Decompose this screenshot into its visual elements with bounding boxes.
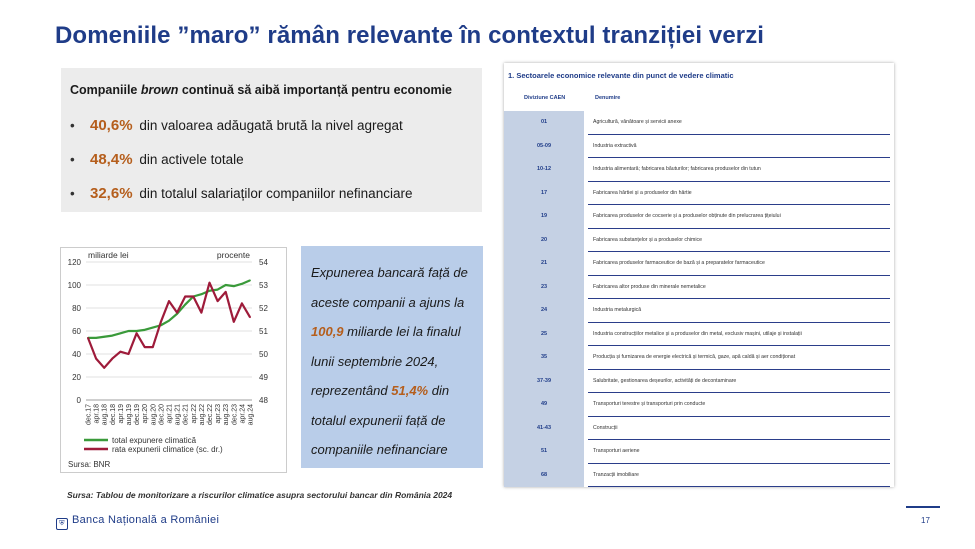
exposure-rate-point — [144, 346, 146, 348]
key-facts-box — [61, 68, 482, 212]
bullet-icon: • — [70, 186, 75, 201]
caen-code-cell: 17 — [504, 182, 584, 206]
exposure-rate-point — [184, 296, 186, 298]
exposure-rate-point — [217, 300, 219, 302]
footer-accent-line — [906, 506, 940, 508]
table-row — [504, 182, 890, 206]
x-tick-label: aug.23 — [223, 404, 231, 426]
x-tick-label: aug.21 — [174, 404, 182, 426]
exposure-rate-point — [152, 346, 154, 348]
caen-code-cell: 51 — [504, 440, 584, 464]
col-header-desc: Denumire — [595, 95, 621, 101]
caen-desc-cell: Industria extractivă — [593, 142, 637, 149]
x-tick-label: apr.21 — [166, 404, 174, 424]
row-divider — [588, 486, 890, 487]
x-tick-label: aug.20 — [150, 404, 158, 426]
table-row — [504, 205, 890, 229]
exposure-text: Expunerea bancară față de aceste companii a ajuns la 100,9 miliarde lei la finalul lunii septembrie 2024, reprezentând 51,4% din totalul expunerii față de companiile nefinanciare — [311, 265, 468, 457]
caen-desc-cell: Fabricarea hârtiei și a produselor din hârtie — [593, 189, 692, 196]
x-tick-label: dec.20 — [158, 404, 166, 426]
caen-desc-cell: Industria construcțiilor metalice și a produselor din metal, exclusiv mașini, utilaje și instalații — [593, 330, 802, 337]
y-right-tick-label: 50 — [259, 350, 268, 359]
caen-code-cell: 23 — [504, 276, 584, 300]
total-exposure-point — [249, 280, 251, 282]
legend-label: total expunere climatică — [112, 436, 197, 445]
table-row — [504, 393, 890, 417]
exposure-rate-point — [160, 321, 162, 323]
table-row — [504, 417, 890, 441]
x-tick-label: aug.19 — [126, 404, 133, 426]
logo-text: Banca Națională a României — [72, 514, 220, 526]
left-unit-label: miliarde lei — [88, 250, 129, 260]
x-tick-label: aug.22 — [198, 404, 206, 426]
right-unit-label: procente — [216, 250, 250, 260]
caen-desc-cell: Fabricarea substanțelor și a produselor chimice — [593, 236, 702, 243]
key-facts-list — [70, 116, 412, 218]
exposure-rate-point — [209, 282, 211, 284]
y-left-tick-label: 100 — [67, 281, 81, 290]
x-tick-label: apr.20 — [142, 404, 150, 424]
table-row — [504, 440, 890, 464]
total-exposure-point — [225, 284, 227, 286]
chart-source: Sursa: BNR — [68, 460, 111, 469]
caen-desc-cell: Construcții — [593, 424, 618, 431]
total-exposure-point — [184, 304, 186, 306]
caen-desc-cell: Industria metalurgică — [593, 307, 642, 313]
bullet-icon: • — [70, 118, 75, 133]
exposure-chart — [60, 247, 287, 473]
slide-title: Domeniile ”maro” rămân relevante în contextul tranziției verzi — [55, 22, 765, 49]
total-exposure-point — [103, 336, 105, 338]
table-row — [504, 346, 890, 370]
caen-code-cell: 19 — [504, 205, 584, 229]
caen-desc-cell: Agricultură, vânătoare și servicii anexe — [593, 119, 682, 125]
exposure-rate-point — [249, 316, 251, 318]
y-left-tick-label: 40 — [72, 350, 81, 359]
total-exposure-point — [128, 330, 130, 332]
x-tick-label: apr.23 — [215, 404, 223, 424]
y-right-tick-label: 51 — [259, 327, 268, 336]
x-tick-label: dec.19 — [134, 404, 142, 426]
y-right-tick-label: 48 — [259, 396, 268, 405]
x-tick-label: dec.21 — [182, 404, 190, 426]
exposure-chart-svg — [60, 247, 287, 473]
page-number: 17 — [921, 516, 930, 525]
caen-code-cell: 49 — [504, 393, 584, 417]
y-left-tick-label: 120 — [67, 258, 81, 267]
total-exposure-point — [209, 290, 211, 292]
key-fact-item: • 40,6% din valoarea adăugată brută la nivel agregat — [70, 117, 403, 134]
table-row — [504, 252, 890, 276]
caen-code-cell: 10-12 — [504, 158, 584, 182]
exposure-rate-point — [233, 321, 235, 323]
bnr-logo — [56, 514, 219, 530]
legend-label: rata expunerii climatice (sc. dr.) — [112, 445, 223, 454]
table-row — [504, 323, 890, 347]
table-row — [504, 276, 890, 300]
exposure-rate-point — [95, 358, 97, 360]
exposure-rate-point — [192, 296, 194, 298]
caen-code-cell: 68 — [504, 464, 584, 488]
y-left-tick-label: 80 — [72, 304, 81, 313]
y-right-tick-label: 53 — [259, 281, 268, 290]
table-row — [504, 229, 890, 253]
total-exposure-point — [201, 293, 203, 295]
caen-table-panel — [504, 63, 894, 487]
y-left-tick-label: 0 — [76, 396, 81, 405]
table-title: 1. Sectoarele economice relevante din punct de vedere climatic — [508, 71, 734, 80]
x-tick-label: apr.19 — [117, 404, 125, 424]
x-tick-label: apr.18 — [93, 404, 101, 424]
caen-code-cell: 41-43 — [504, 417, 584, 441]
exposure-rate-point — [136, 332, 138, 334]
exposure-rate-point — [120, 351, 122, 353]
exposure-rate-point — [87, 337, 89, 339]
exposure-rate-point — [168, 300, 170, 302]
caen-desc-cell: Tranzacții imobiliare — [593, 471, 639, 478]
x-tick-label: dec.23 — [231, 404, 239, 426]
y-left-tick-label: 60 — [72, 327, 81, 336]
caen-desc-cell: Transporturi aeriene — [593, 448, 640, 454]
table-row — [504, 158, 890, 182]
table-row — [504, 370, 890, 394]
x-tick-label: aug.18 — [101, 404, 109, 426]
caen-code-cell: 37-39 — [504, 370, 584, 394]
y-right-tick-label: 52 — [259, 304, 268, 313]
total-exposure-point — [120, 332, 122, 334]
caen-desc-cell: Fabricarea produselor de cocserie și a produselor obținute din prelucrarea țițeiului — [593, 213, 781, 219]
y-right-tick-label: 54 — [259, 258, 268, 267]
caen-desc-cell: Fabricarea produselor farmaceutice de bază și a preparatelor farmaceutice — [593, 260, 765, 266]
total-exposure-point — [168, 320, 170, 322]
caen-desc-cell: Producția și furnizarea de energie electrică și termică, gaze, apă caldă și aer condiționat — [593, 354, 796, 360]
table-row — [504, 135, 890, 159]
key-fact-item: • 32,6% din totalul salariaților companiilor nefinanciare — [70, 185, 413, 202]
caen-code-cell: 24 — [504, 299, 584, 323]
total-exposure-point — [144, 329, 146, 331]
total-exposure-point — [95, 337, 97, 339]
caen-desc-cell: Salubritate, gestionarea deșeurilor, activități de decontaminare — [593, 377, 737, 384]
exposure-rate-point — [176, 312, 178, 314]
exposure-rate-point — [128, 353, 130, 355]
exposure-rate-point — [241, 303, 243, 305]
caen-code-cell: 21 — [504, 252, 584, 276]
key-fact-item: • 48,4% din activele totale — [70, 151, 244, 168]
caen-code-cell: 35 — [504, 346, 584, 370]
bullet-icon: • — [70, 152, 75, 167]
total-exposure-point — [111, 335, 113, 337]
table-row — [504, 111, 890, 135]
total-exposure-point — [152, 327, 154, 329]
total-exposure-point — [136, 330, 138, 332]
source-note: Sursa: Tablou de monitorizare a riscurilor climatice asupra sectorului bancar din România 2024 — [67, 490, 453, 500]
total-exposure-point — [233, 285, 235, 287]
exposure-rate-point — [103, 367, 105, 369]
caen-code-cell: 20 — [504, 229, 584, 253]
col-header-code: Diviziune CAEN — [524, 95, 566, 101]
table-row — [504, 464, 890, 488]
x-tick-label: apr.24 — [239, 404, 247, 424]
caen-desc-cell: Transporturi terestre și transporturi prin conducte — [593, 401, 706, 407]
caen-code-cell: 05-09 — [504, 135, 584, 159]
exposure-text-box — [301, 246, 483, 468]
x-tick-label: dec.17 — [85, 404, 93, 426]
table-header — [504, 95, 890, 107]
caen-desc-cell: Industria alimentară; fabricarea băuturilor; fabricarea produselor din tutun — [593, 166, 761, 172]
caen-code-cell: 01 — [504, 111, 584, 135]
bnr-seal-icon: ⛨ — [56, 518, 68, 530]
key-facts-heading: Companiile brown continuă să aibă importanță pentru economie — [70, 83, 453, 97]
exposure-rate-point — [111, 358, 113, 360]
caen-code-cell: 25 — [504, 323, 584, 347]
total-exposure-point — [217, 289, 219, 291]
x-tick-label: apr.22 — [190, 404, 198, 424]
x-tick-label: dec.18 — [109, 404, 117, 426]
x-tick-label: aug.24 — [247, 404, 255, 426]
exposure-rate-point — [201, 312, 203, 314]
y-left-tick-label: 20 — [72, 373, 81, 382]
exposure-rate-point — [225, 291, 227, 293]
total-exposure-point — [241, 283, 243, 285]
table-row — [504, 299, 890, 323]
x-tick-label: dec.22 — [207, 404, 214, 426]
y-right-tick-label: 49 — [259, 373, 268, 382]
caen-desc-cell: Fabricarea altor produse din minerale nemetalice — [593, 283, 706, 290]
